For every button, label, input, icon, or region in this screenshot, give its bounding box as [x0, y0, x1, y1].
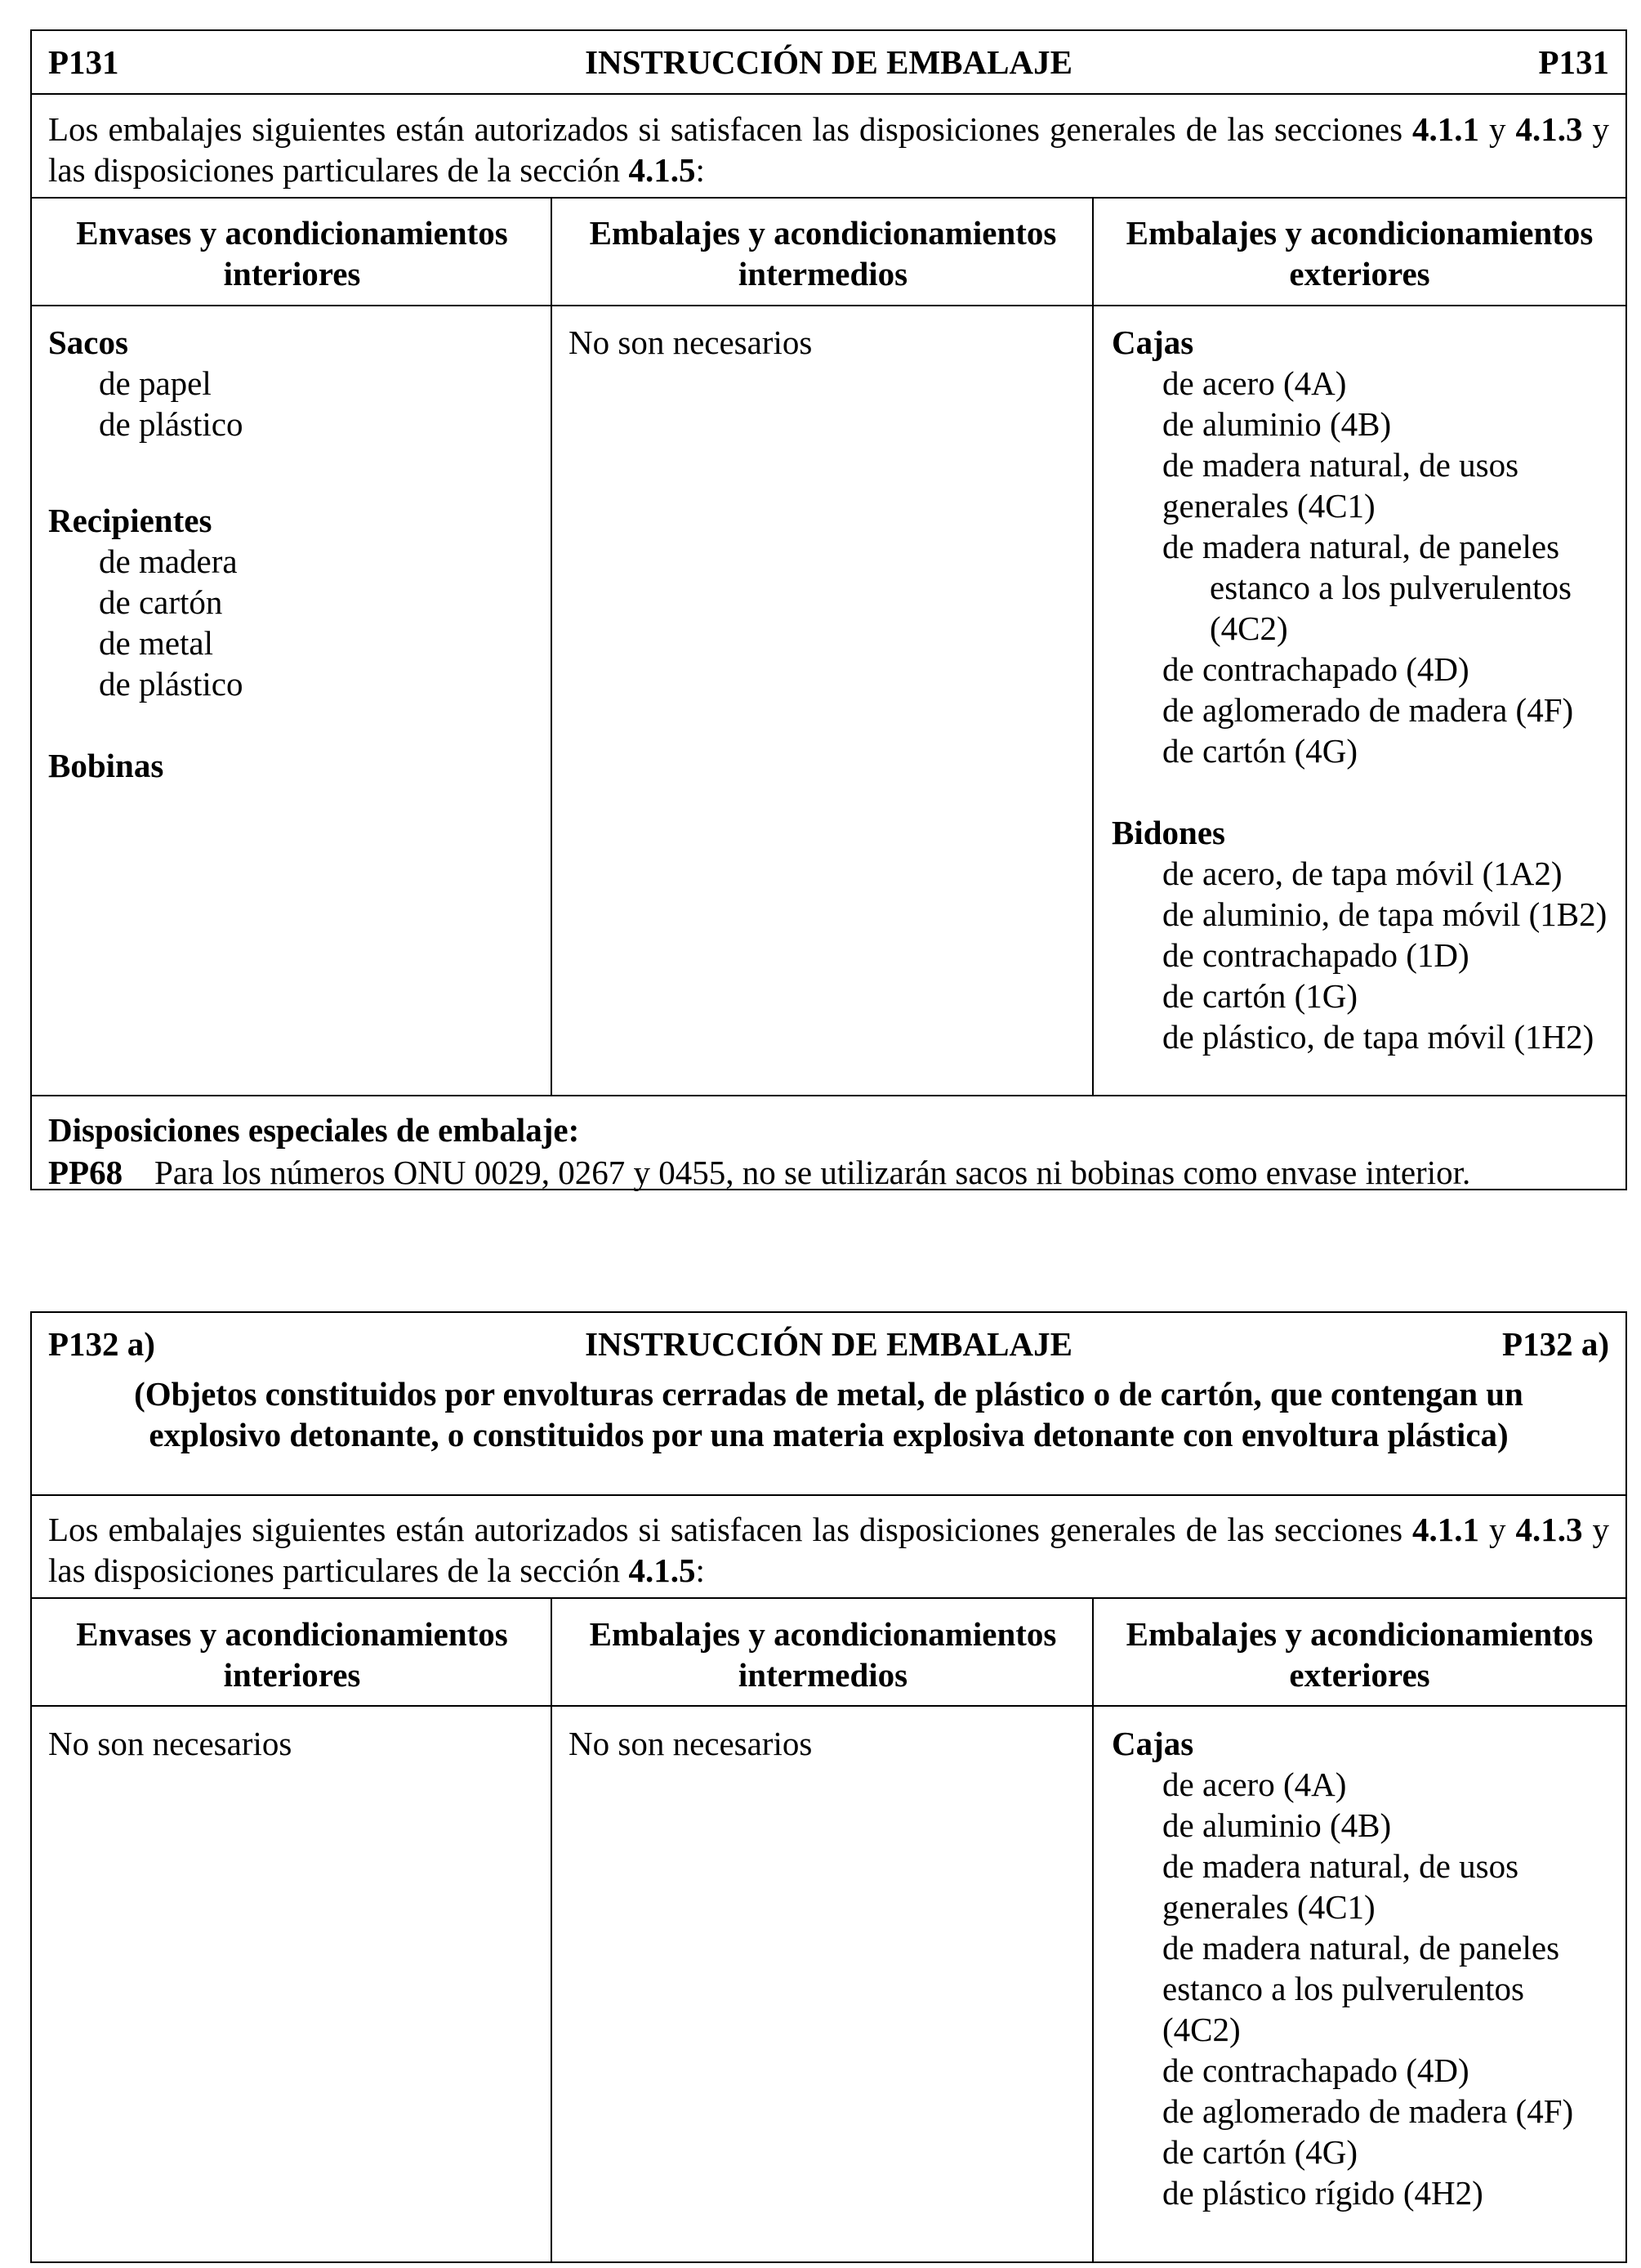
group-heading: Bidones [1112, 814, 1225, 851]
list-item: de metal [99, 624, 214, 662]
group-heading: Cajas [1112, 1725, 1194, 1762]
intro-paragraph [32, 1509, 1625, 1591]
group-heading: Recipientes [48, 502, 212, 539]
packing-instruction-p131 [30, 29, 1627, 1190]
column-header-line: intermedios [738, 1656, 908, 1694]
list-item: (4C2) [1162, 2011, 1241, 2048]
list-item: de cartón (4G) [1162, 2133, 1358, 2171]
intro-text: y [1479, 110, 1516, 148]
divider [32, 1705, 1625, 1707]
column-header-line: interiores [223, 255, 361, 292]
inner-packaging-text: No son necesarios [48, 1725, 292, 1762]
divider [32, 305, 1625, 306]
list-item: de aglomerado de madera (4F) [1162, 691, 1574, 729]
group-heading: Cajas [1112, 324, 1194, 361]
intro-text: y las disposiciones particulares de la sección [48, 110, 1610, 189]
column-header-inner [32, 212, 552, 294]
list-item: de aluminio (4B) [1162, 1806, 1392, 1844]
intermediate-packaging-text: No son necesarios [569, 324, 813, 361]
subtitle-line: (Objetos constituidos por envolturas cerradas de metal, de plástico o de cartón, que contengan un [134, 1375, 1523, 1413]
list-item: de papel [99, 364, 212, 402]
intermediate-packaging-text: No son necesarios [569, 1725, 813, 1762]
instruction-code-left: P132 a) [48, 1325, 155, 1363]
list-item: generales (4C1) [1162, 1888, 1376, 1926]
special-provision-code: PP68 [48, 1154, 123, 1191]
list-item: de aluminio, de tapa móvil (1B2) [1162, 895, 1608, 933]
column-divider [551, 1597, 552, 2263]
intro-text: Los embalajes siguientes están autorizados si satisfacen las disposiciones generales de las secciones [48, 1511, 1413, 1548]
list-item: de cartón [99, 583, 223, 621]
column-header-line: Envases y acondicionamientos [76, 1615, 508, 1653]
outer-packaging-list [1112, 322, 1607, 1057]
instruction-code-right: P131 [1538, 43, 1609, 81]
special-provision-text: Para los números ONU 0029, 0267 y 0455, no se utilizarán sacos ni bobinas como envase interior. [154, 1154, 1471, 1191]
column-header-line: exteriores [1289, 1656, 1430, 1694]
list-item: generales (4C1) [1162, 487, 1376, 525]
special-provisions-heading: Disposiciones especiales de embalaje: [48, 1111, 580, 1149]
column-divider [1092, 197, 1094, 1095]
instruction-title: INSTRUCCIÓN DE EMBALAJE [585, 1325, 1072, 1363]
column-header-line: Embalajes y acondicionamientos [589, 214, 1057, 252]
section-ref: 4.1.1 [1412, 110, 1480, 148]
divider [32, 1597, 1625, 1599]
group-heading: Sacos [48, 324, 128, 361]
intro-text: : [695, 151, 705, 189]
intro-text: : [695, 1551, 705, 1589]
list-item: de acero, de tapa móvil (1A2) [1162, 855, 1563, 892]
packing-instruction-p132a [30, 1311, 1627, 2263]
section-ref: 4.1.5 [628, 151, 696, 189]
list-item: de plástico, de tapa móvil (1H2) [1162, 1018, 1594, 1056]
list-item: de plástico [99, 665, 243, 703]
intro-text: y [1479, 1511, 1516, 1548]
section-ref: 4.1.5 [628, 1551, 696, 1589]
divider [32, 197, 1625, 199]
column-header-line: Embalajes y acondicionamientos [1126, 214, 1594, 252]
list-item: de madera natural, de usos [1162, 446, 1519, 484]
list-item: de aluminio (4B) [1162, 405, 1392, 443]
instruction-title: INSTRUCCIÓN DE EMBALAJE [585, 43, 1072, 81]
instruction-code-left: P131 [48, 43, 119, 81]
list-item: de contrachapado (4D) [1162, 650, 1469, 688]
list-item: estanco a los pulverulentos [1210, 569, 1572, 606]
list-item: de cartón (1G) [1162, 977, 1358, 1015]
instruction-code-right: P132 a) [1502, 1325, 1609, 1363]
divider [32, 1494, 1625, 1496]
list-item: de acero (4A) [1162, 1766, 1347, 1803]
section-ref: 4.1.3 [1515, 1511, 1583, 1548]
column-divider [551, 197, 552, 1095]
column-header-intermediate [552, 212, 1094, 294]
column-header-line: exteriores [1289, 255, 1430, 292]
instruction-subtitle [32, 1373, 1625, 1455]
divider [32, 93, 1625, 95]
list-item: de plástico rígido (4H2) [1162, 2174, 1483, 2212]
column-header-line: Embalajes y acondicionamientos [589, 1615, 1057, 1653]
list-item: de plástico [99, 405, 243, 443]
column-header-line: intermedios [738, 255, 908, 292]
list-item: de contrachapado (1D) [1162, 936, 1469, 974]
column-header-line: Envases y acondicionamientos [76, 214, 508, 252]
column-divider [1092, 1597, 1094, 2263]
subtitle-line: explosivo detonante, o constituidos por una materia explosiva detonante con envoltura plástica) [149, 1416, 1509, 1453]
list-item: de aglomerado de madera (4F) [1162, 2092, 1574, 2130]
column-header-outer [1094, 1614, 1625, 1695]
column-header-inner [32, 1614, 552, 1695]
column-header-line: Embalajes y acondicionamientos [1126, 1615, 1594, 1653]
list-item: de madera [99, 542, 238, 580]
list-item: de acero (4A) [1162, 364, 1347, 402]
column-header-intermediate [552, 1614, 1094, 1695]
intro-text: y las disposiciones particulares de la sección [48, 1511, 1610, 1589]
divider [32, 1095, 1625, 1096]
list-item: (4C2) [1210, 609, 1288, 647]
inner-packaging-list [48, 322, 243, 786]
outer-packaging-list [1112, 1723, 1573, 2213]
group-heading: Bobinas [48, 747, 164, 784]
list-item: de madera natural, de usos [1162, 1847, 1519, 1885]
list-item: de madera natural, de paneles [1162, 1929, 1560, 1967]
list-item: de cartón (4G) [1162, 732, 1358, 770]
list-item: estanco a los pulverulentos [1162, 1970, 1524, 2007]
list-item: de madera natural, de paneles [1162, 528, 1560, 565]
column-header-line: interiores [223, 1656, 361, 1694]
intro-paragraph [32, 109, 1625, 190]
column-header-outer [1094, 212, 1625, 294]
intro-text: Los embalajes siguientes están autorizados si satisfacen las disposiciones generales de las secciones [48, 110, 1413, 148]
list-item: de contrachapado (4D) [1162, 2051, 1469, 2089]
section-ref: 4.1.3 [1515, 110, 1583, 148]
section-ref: 4.1.1 [1412, 1511, 1480, 1548]
